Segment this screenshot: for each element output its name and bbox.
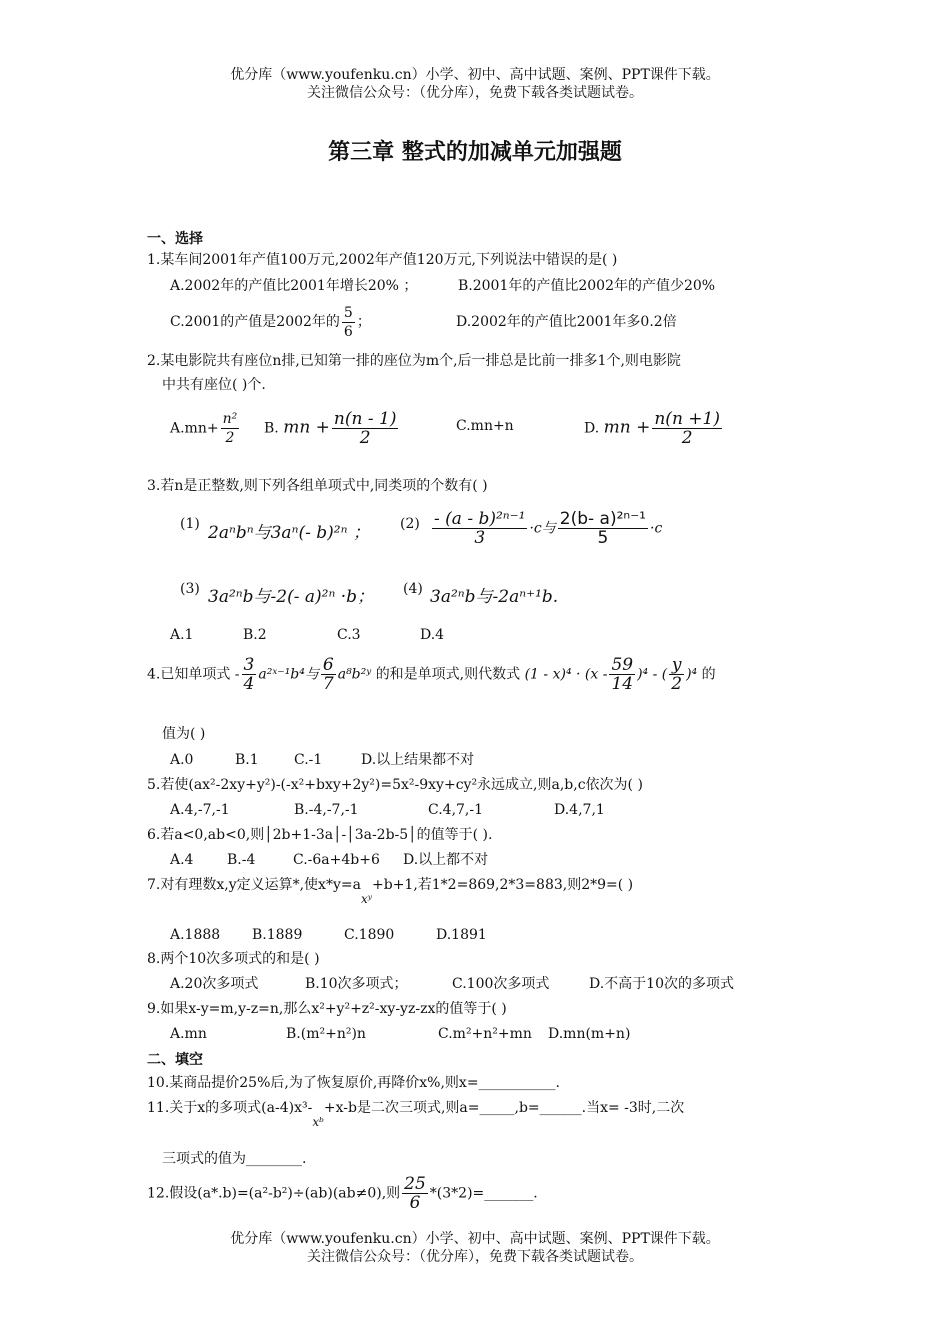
q1-c-num: 5 [343,304,353,321]
q1-option-d: D.2002年的产值比2001年多0.2倍 [456,314,677,330]
q8-option-c: C.100次多项式 [452,976,550,992]
q6-option-a: A.4 [170,852,194,868]
q9-option-c: C.m²+n²+mn [438,1026,532,1042]
q2-d-label: D. [584,420,600,437]
q9-option-b: B.(m²+n²)n [286,1026,366,1042]
q4-fraction-3 [609,656,635,693]
section-fill-heading: 二、填空 [147,1052,203,1068]
q2-b-label: B. [264,420,279,437]
q12-stem [147,1175,538,1212]
q2-stem-line-2: 中共有座位( )个. [162,377,266,393]
q4-expr-1: (1 - x)⁴ · (x - [524,666,608,683]
page-title: 第三章 整式的加减单元加强题 [328,140,622,165]
q4-option-a: A.0 [170,752,194,768]
q4-option-c: C.-1 [294,752,323,768]
q7-option-b: B.1889 [252,927,303,943]
q3-i2-num1: - (a - b)²ⁿ⁻¹ [434,509,526,529]
q1-c-den: 6 [343,323,353,340]
q2-option-b [264,410,400,447]
q4-option-d: D.以上结果都不对 [361,752,475,768]
q11-stem-pre: 11.关于x的多项式(a-4)x³- [147,1100,313,1116]
q9-option-d: D.mn(m+n) [548,1026,631,1042]
q2-d-fraction [652,410,722,447]
q6-option-d: D.以上都不对 [403,852,489,868]
q2-option-a [170,410,241,447]
q5-option-b: B.-4,-7,-1 [294,802,359,818]
q7-stem-post: +b+1,若1*2=869,2*3=883,则2*9=( ) [372,877,634,893]
q3-i2-mid: ·c与 [529,520,556,537]
q2-option-c: C.mn+n [456,418,514,434]
q4-stem [147,656,716,693]
q11-stem-line-2: 三项式的值为________. [162,1151,307,1167]
q1-stem: 1.某车间2001年产值100万元,2002年产值120万元,下列说法中错误的是( ) [147,252,618,268]
q3-i2-den1: 3 [474,528,486,548]
q2-a-pre: A.mn+ [170,420,219,437]
q3-item-4: 3a²ⁿb与-2aⁿ⁺¹b. [430,587,559,607]
q4-f1-num: 3 [243,655,255,675]
q4-option-b: B.1 [235,752,259,768]
q9-option-a: A.mn [170,1026,207,1042]
q5-option-c: C.4,7,-1 [428,802,484,818]
q2-stem-line-1: 2.某电影院共有座位n排,已知第一排的座位为m个,后一排总是比前一排多1个,则电影院 [147,353,681,369]
q2-d-num: n(n +1) [654,409,720,429]
q4-fraction-1 [242,656,257,693]
q3-item-3: 3a²ⁿb与-2(- a)²ⁿ ·b； [208,587,375,607]
q8-stem: 8.两个10次多项式的和是( ) [147,951,320,967]
q3-item-2 [430,510,662,547]
q3-option-d: D.4 [420,627,445,643]
q3-item-2-fraction-2 [558,510,648,547]
q4-expr-2: )⁴ - ( [637,666,668,683]
section-choice-heading: 一、选择 [147,231,203,247]
q8-option-d: D.不高于10次的多项式 [589,976,734,992]
q3-option-b: B.2 [243,627,267,643]
q1-option-a: A.2002年的产值比2001年增长20% ； [170,278,418,294]
q10-stem: 10.某商品提价25%后,为了恢复原价,再降价x%,则x=___________. [147,1075,561,1091]
q4-f4-den: 2 [671,674,683,694]
q11-sub: xᵇ [312,1115,324,1129]
q3-option-a: A.1 [170,627,194,643]
q3-item-2-fraction-1 [432,510,527,547]
q2-option-d [584,410,724,447]
q2-d-den: 2 [681,428,693,448]
q2-a-den: 2 [225,430,235,446]
q2-b-num: n(n - 1) [333,409,397,429]
q2-b-den: 2 [359,428,371,448]
q12-fraction [402,1175,428,1212]
footer-line-2: 关注微信公众号：（优分库），免费下载各类试题试卷。 [307,1249,643,1265]
q7-option-a: A.1888 [170,927,221,943]
q4-f3-den: 14 [611,674,634,694]
q1-option-c-text: C.2001的产值是2002年的 [170,314,340,330]
q4-monomial-1: a²ˣ⁻¹b⁴与 [258,666,319,683]
q3-item-2-label: (2) [400,516,420,532]
q3-item-1-label: (1) [180,516,200,532]
q4-post: 的 [701,666,716,683]
q3-item-1: 2aⁿbⁿ与3aⁿ(- b)²ⁿ ； [208,523,370,543]
q4-stem-line-2: 值为( ) [162,726,206,742]
q7-option-d: D.1891 [436,927,487,943]
q6-option-c: C.-6a+4b+6 [293,852,380,868]
q5-option-a: A.4,-7,-1 [170,802,230,818]
q3-i2-den2: 5 [597,528,609,548]
q1-option-b: B.2001年的产值比2002年的产值少20% [458,278,716,294]
q4-fraction-4 [669,656,684,693]
q12-post: *(3*2)=_______. [429,1185,538,1202]
q1-option-c [170,300,371,344]
q2-a-fraction [221,410,240,447]
q6-stem: 6.若a<0,ab<0,则│2b+1-3a│-│3a-2b-5│的值等于( ). [147,827,493,843]
q3-item-3-label: (3) [180,581,200,597]
footer-line-1: 优分库（www.youfenku.cn）小学、初中、高中试题、案例、PPT课件下载。 [230,1231,720,1247]
q1-option-c-post: ； [356,314,371,330]
q9-stem: 9.如果x-y=m,y-z=n,那么x²+y²+z²-xy-yz-zx的值等于( ) [147,1001,507,1017]
q7-option-c: C.1890 [344,927,395,943]
q4-expr-3: )⁴ [686,666,698,683]
q2-a-num: n² [222,411,238,427]
q4-fraction-2 [321,656,336,693]
q3-option-c: C.3 [337,627,361,643]
q3-i2-num2: 2(b- a)²ⁿ⁻¹ [559,509,646,529]
q5-option-d: D.4,7,1 [554,802,605,818]
q12-den: 6 [409,1193,421,1213]
q4-monomial-2: a⁸b²ʸ [337,666,372,683]
q6-option-b: B.-4 [227,852,256,868]
q4-mid: 的和是单项式,则代数式 [375,666,521,683]
q8-option-b: B.10次多项式； [305,976,408,992]
q12-pre: 12.假设(a*.b)=(a²-b²)÷(ab)(ab≠0),则 [147,1185,401,1202]
q1-option-c-fraction [342,304,355,341]
q3-stem: 3.若n是正整数,则下列各组单项式中,同类项的个数有( ) [147,478,488,494]
q2-b-fraction [332,410,399,447]
q4-f2-num: 6 [322,655,334,675]
q12-num: 25 [404,1174,426,1194]
q4-f2-den: 7 [322,674,334,694]
q11-stem-post: +x-b是二次三项式,则a=_____,b=______.当x= -3时,二次 [323,1100,685,1116]
q4-pre: 4.已知单项式 - [147,666,240,683]
header-line-2: 关注微信公众号：（优分库），免费下载各类试题试卷。 [307,85,643,101]
q4-f4-num: y [669,656,684,675]
q8-option-a: A.20次多项式 [170,976,259,992]
q3-i2-post: ·c [650,520,663,537]
q5-stem: 5.若使(ax²-2xy+y²)-(-x²+bxy+2y²)=5x²-9xy+cy²永远成立,则a,b,c依次为( ) [147,777,643,793]
q4-f3-num: 59 [611,655,634,675]
q7-stem [147,876,634,906]
header-line-1: 优分库（www.youfenku.cn）小学、初中、高中试题、案例、PPT课件下载。 [230,67,720,83]
q11-stem [147,1099,685,1129]
q7-stem-pre: 7.对有理数x,y定义运算*,使x*y=a [147,877,361,893]
q7-sub: xʸ [360,892,372,906]
q4-f1-den: 4 [243,674,255,694]
q2-b-pre: mn + [283,417,330,438]
q2-d-pre: mn + [603,417,651,438]
q3-item-4-label: (4) [403,581,423,597]
